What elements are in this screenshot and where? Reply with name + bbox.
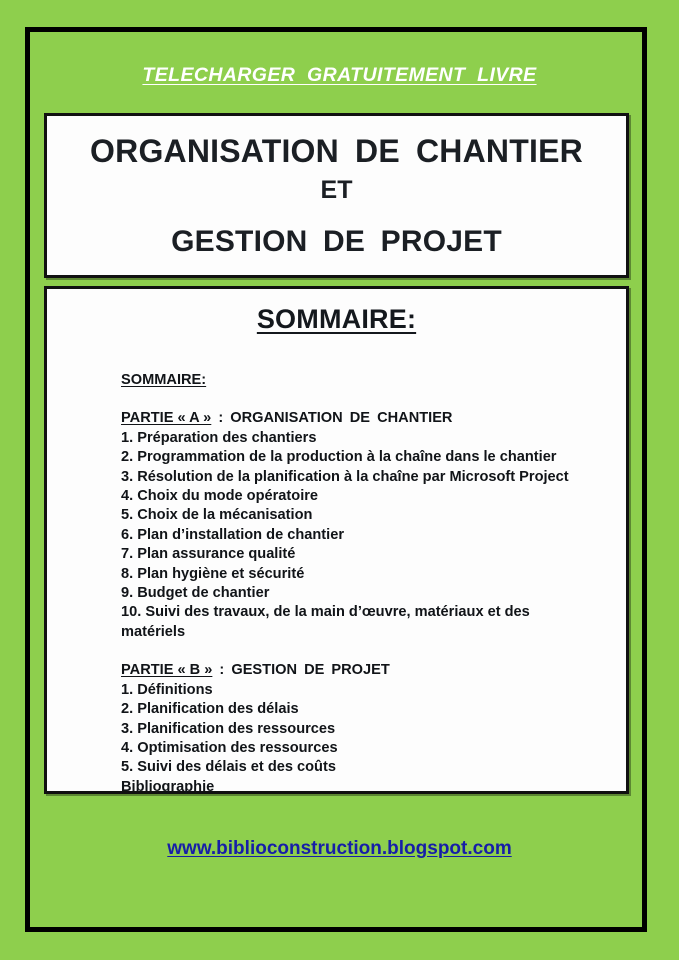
toc-sub-heading — [121, 371, 616, 390]
title-line-gestion: GESTION DE PROJET — [171, 225, 502, 258]
title-box — [44, 113, 629, 278]
table-of-contents — [47, 371, 626, 797]
part-b-heading — [121, 661, 616, 680]
list-item: 6. Plan d’installation de chantier — [121, 526, 345, 543]
part-a-heading — [121, 409, 616, 428]
section-spacer — [121, 642, 616, 661]
header-banner — [25, 64, 654, 87]
list-item: 8. Plan hygiène et sécurité — [121, 565, 305, 582]
part-b-label: PARTIE « B » — [121, 662, 213, 679]
summary-box — [44, 286, 629, 794]
part-a-title: : ORGANISATION DE CHANTIER — [211, 410, 453, 427]
toc-sub-heading-text: SOMMAIRE: — [121, 372, 207, 388]
list-item: 2. Programmation de la production à la chaîne dans le chantier — [121, 449, 557, 466]
list-item: 5. Suivi des délais et des coûts — [121, 759, 336, 776]
list-item: 1. Définitions — [121, 681, 213, 698]
footer-website-link[interactable] — [25, 838, 654, 860]
title-line-organisation: ORGANISATION DE CHANTIER — [90, 133, 583, 169]
part-b-title: : GESTION DE PROJET — [212, 662, 390, 679]
list-item: Bibliographie — [121, 778, 215, 795]
footer-url-text[interactable]: www.biblioconstruction.blogspot.com — [167, 838, 512, 859]
title-line-et: ET — [320, 176, 353, 204]
list-item: 1. Préparation des chantiers — [121, 429, 317, 446]
summary-heading — [47, 304, 626, 335]
list-item: 4. Optimisation des ressources — [121, 739, 338, 756]
header-banner-text: TELECHARGER GRATUITEMENT LIVRE — [142, 64, 537, 86]
list-item: 9. Budget de chantier — [121, 585, 270, 602]
list-item: 5. Choix de la mécanisation — [121, 507, 313, 524]
list-item: 10. Suivi des travaux, de la main d’œuvre, matériaux et des matériels — [121, 604, 530, 640]
list-item: 3. Planification des ressources — [121, 720, 336, 737]
list-item: 4. Choix du mode opératoire — [121, 488, 319, 505]
summary-heading-text: SOMMAIRE: — [256, 304, 417, 334]
list-item: 2. Planification des délais — [121, 701, 299, 718]
list-item: 3. Résolution de la planification à la chaîne par Microsoft Project — [121, 468, 569, 485]
list-item: 7. Plan assurance qualité — [121, 546, 296, 563]
part-a-label: PARTIE « A » — [121, 410, 212, 427]
